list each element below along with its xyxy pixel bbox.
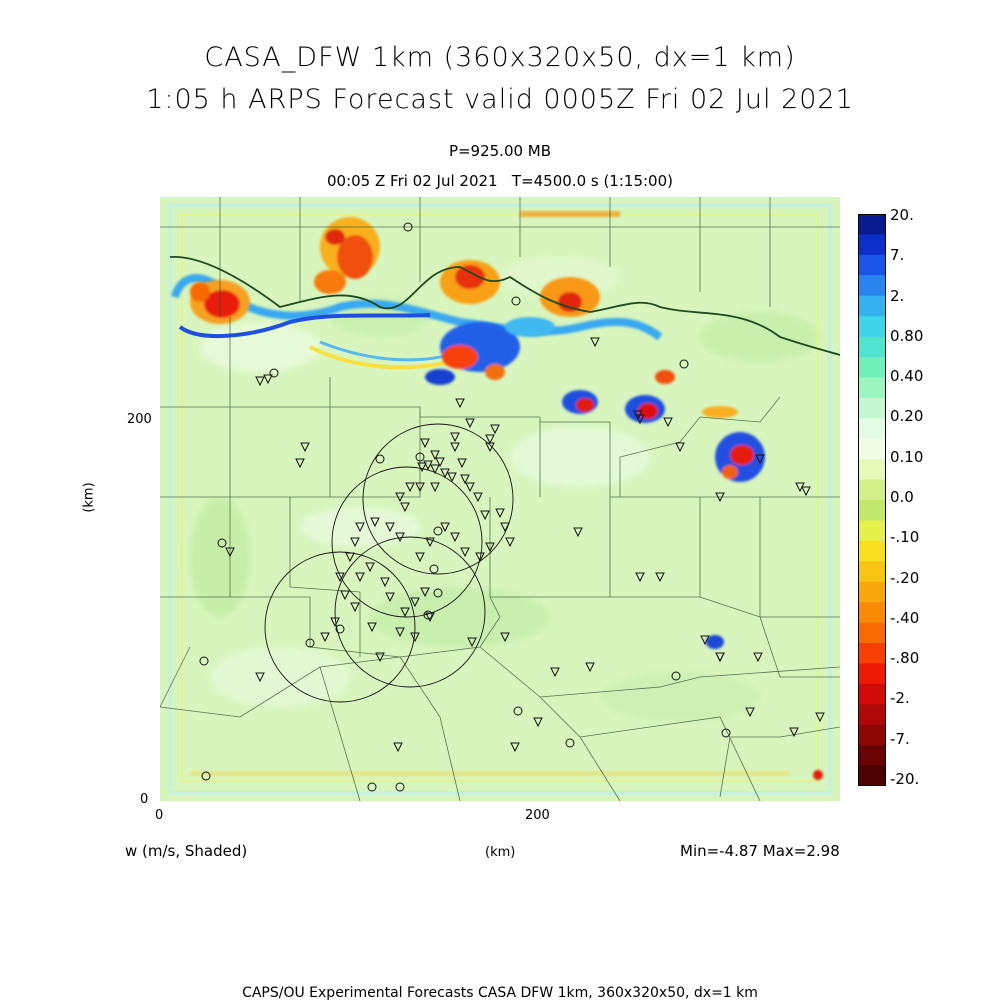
colorbar-swatch bbox=[858, 704, 886, 725]
colorbar-label: 0.0 bbox=[890, 488, 914, 506]
colorbar-label: 20. bbox=[890, 206, 914, 224]
colorbar-swatch bbox=[858, 623, 886, 644]
colorbar-label: 0.80 bbox=[890, 326, 924, 345]
colorbar-label: -.40 bbox=[890, 608, 920, 627]
model-time: T=4500.0 s (1:15:00) bbox=[511, 172, 673, 190]
valid-time: 00:05 Z Fri 02 Jul 2021 bbox=[327, 172, 498, 190]
colorbar-swatch bbox=[858, 439, 886, 460]
colorbar-swatch bbox=[858, 480, 886, 501]
x-tick-0: 0 bbox=[155, 808, 164, 823]
colorbar-swatch bbox=[858, 275, 886, 296]
colorbar-label: -.20 bbox=[890, 568, 920, 587]
figure-title-line1: CASA_DFW 1km (360x320x50, dx=1 km) bbox=[204, 42, 796, 73]
colorbar bbox=[858, 214, 886, 786]
colorbar-swatch bbox=[858, 337, 886, 358]
colorbar-swatch bbox=[858, 725, 886, 746]
map-panel bbox=[160, 197, 840, 801]
colorbar-swatch bbox=[858, 663, 886, 684]
colorbar-swatch bbox=[858, 214, 886, 235]
y-tick-200: 200 bbox=[127, 412, 152, 427]
colorbar-swatch bbox=[858, 377, 886, 398]
colorbar-label: 0.20 bbox=[890, 407, 924, 426]
y-axis-unit: (km) bbox=[81, 482, 97, 513]
colorbar-label: 0.40 bbox=[890, 367, 924, 386]
colorbar-swatch bbox=[858, 234, 886, 255]
colorbar-swatch bbox=[858, 316, 886, 337]
y-tick-0: 0 bbox=[140, 792, 149, 807]
colorbar-swatch bbox=[858, 643, 886, 664]
figure-title-line2: 1:05 h ARPS Forecast valid 0005Z Fri 02 Jul 2021 bbox=[146, 84, 854, 115]
footer-credit: CAPS/OU Experimental Forecasts CASA DFW 1km, 360x320x50, dx=1 km bbox=[242, 985, 758, 1000]
min-max-stats: Min=-4.87 Max=2.98 bbox=[680, 842, 840, 860]
colorbar-swatch bbox=[858, 459, 886, 480]
colorbar-label: -20. bbox=[890, 770, 920, 788]
colorbar-swatch bbox=[858, 296, 886, 317]
colorbar-label: 7. bbox=[890, 246, 905, 265]
colorbar-swatch bbox=[858, 520, 886, 541]
colorbar-label: 0.10 bbox=[890, 447, 924, 466]
colorbar-swatch bbox=[858, 745, 886, 766]
time-line bbox=[160, 172, 840, 190]
colorbar-label: -7. bbox=[890, 729, 910, 748]
field-label: w (m/s, Shaded) bbox=[125, 842, 248, 860]
colorbar-swatch bbox=[858, 602, 886, 623]
colorbar-swatch bbox=[858, 255, 886, 276]
colorbar-label: -2. bbox=[890, 689, 910, 708]
colorbar-swatch bbox=[858, 582, 886, 603]
colorbar-swatch bbox=[858, 418, 886, 439]
colorbar-swatch bbox=[858, 398, 886, 419]
colorbar-swatch bbox=[858, 541, 886, 562]
colorbar-label: 2. bbox=[890, 286, 905, 305]
colorbar-swatch bbox=[858, 684, 886, 705]
colorbar-swatch bbox=[858, 766, 886, 786]
colorbar-swatch bbox=[858, 500, 886, 521]
x-axis-unit: (km) bbox=[485, 845, 516, 860]
colorbar-swatch bbox=[858, 561, 886, 582]
colorbar-label: -.10 bbox=[890, 528, 920, 547]
x-tick-200: 200 bbox=[525, 808, 550, 823]
pressure-level: P=925.00 MB bbox=[448, 142, 552, 160]
colorbar-swatch bbox=[858, 357, 886, 378]
colorbar-label: -.80 bbox=[890, 649, 920, 668]
